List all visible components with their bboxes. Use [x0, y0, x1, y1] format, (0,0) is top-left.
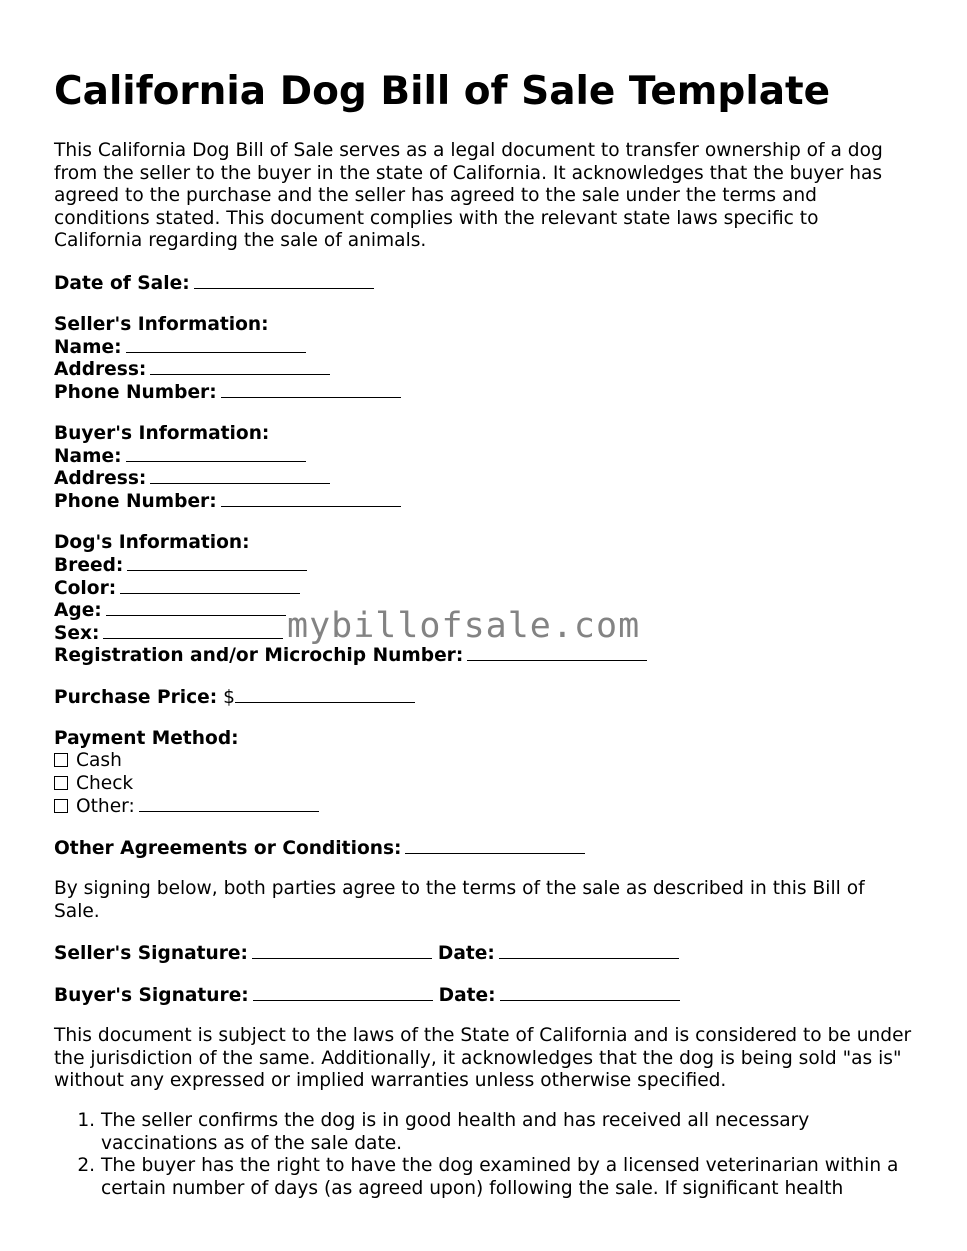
purchase-price-field[interactable] [235, 686, 415, 703]
buyer-address-label: Address: [54, 468, 147, 489]
seller-phone-field[interactable] [221, 381, 401, 398]
dog-sex-label: Sex: [54, 623, 100, 644]
buyer-name-row [54, 445, 306, 469]
buyer-name-label: Name: [54, 446, 122, 467]
page-title: California Dog Bill of Sale Template [54, 69, 831, 114]
buyer-phone-row [54, 490, 401, 514]
seller-name-label: Name: [54, 337, 122, 358]
intro-paragraph: This California Dog Bill of Sale serves as a legal document to transfer ownership of a dog from the seller to the buyer in the state of California. It acknowledges that the buyer has agreed to the purchase and the seller has agreed to the sale under the terms and conditions stated. This document complies with the relevant state laws specific to California regarding the sale of animals. [54, 140, 883, 252]
dog-age-label: Age: [54, 600, 102, 621]
buyer-signature-date-label: Date: [438, 985, 496, 1006]
buyer-address-row [54, 467, 330, 491]
seller-phone-label: Phone Number: [54, 382, 217, 403]
buyer-signature-label: Buyer's Signature: [54, 985, 249, 1006]
buyer-signature-field[interactable] [253, 984, 433, 1001]
seller-heading: Seller's Information: [54, 314, 269, 335]
dog-sex-field[interactable] [103, 622, 283, 639]
list-item: 1. The seller confirms the dog is in good health and has received all necessary vaccinations as of the sale date. [101, 1110, 912, 1155]
seller-signature-label: Seller's Signature: [54, 943, 248, 964]
dog-heading: Dog's Information: [54, 532, 250, 553]
buyer-heading: Buyer's Information: [54, 423, 270, 444]
payment-option-other[interactable] [54, 795, 319, 819]
dog-breed-field[interactable] [127, 554, 307, 571]
payment-option-cash[interactable] [54, 750, 122, 773]
dog-breed-label: Breed: [54, 555, 124, 576]
dog-age-row [54, 599, 286, 623]
seller-address-label: Address: [54, 359, 147, 380]
dog-registration-label: Registration and/or Microchip Number: [54, 645, 464, 666]
dog-color-row [54, 577, 300, 601]
buyer-phone-label: Phone Number: [54, 491, 217, 512]
purchase-price-label: Purchase Price: [54, 687, 218, 708]
payment-other-field[interactable] [139, 795, 319, 812]
purchase-price-row [54, 686, 415, 710]
payment-option-label: Other: [76, 796, 135, 817]
seller-address-field[interactable] [150, 358, 330, 375]
seller-phone-row [54, 381, 401, 405]
seller-signature-row [54, 942, 679, 966]
signing-statement: By signing below, both parties agree to the terms of the sale as described in this Bill of Sale. [54, 878, 865, 922]
other-agreements-row [54, 837, 585, 861]
dog-sex-row [54, 622, 283, 646]
dog-age-field[interactable] [106, 599, 286, 616]
seller-name-field[interactable] [126, 336, 306, 353]
seller-signature-date-field[interactable] [499, 942, 679, 959]
buyer-address-field[interactable] [150, 467, 330, 484]
dog-breed-row [54, 554, 307, 578]
terms-list [54, 1110, 912, 1200]
currency-symbol: $ [223, 687, 235, 708]
payment-heading: Payment Method: [54, 728, 239, 749]
other-agreements-field[interactable] [405, 837, 585, 854]
payment-option-check[interactable] [54, 773, 133, 796]
seller-signature-date-label: Date: [437, 943, 495, 964]
payment-option-label: Check [76, 773, 134, 794]
seller-address-row [54, 358, 330, 382]
dog-color-field[interactable] [120, 577, 300, 594]
buyer-phone-field[interactable] [221, 490, 401, 507]
jurisdiction-paragraph: This document is subject to the laws of the State of California and is considered to be under the jurisdiction of the same. Additionally, it acknowledges that the dog is being sold "as is" without any expressed or implied warranties unless otherwise specified. [54, 1025, 912, 1092]
buyer-signature-date-field[interactable] [500, 984, 680, 1001]
seller-name-row [54, 336, 306, 360]
watermark: mybillofsale.com [287, 606, 641, 646]
buyer-signature-row [54, 984, 680, 1008]
date-of-sale-row [54, 272, 374, 296]
seller-signature-field[interactable] [252, 942, 432, 959]
checkbox-icon[interactable] [54, 799, 68, 813]
dog-registration-row [54, 644, 647, 668]
buyer-name-field[interactable] [126, 445, 306, 462]
other-agreements-label: Other Agreements or Conditions: [54, 838, 402, 859]
date-of-sale-field[interactable] [194, 272, 374, 289]
list-item: 2. The buyer has the right to have the dog examined by a licensed veterinarian within a certain number of days (as agreed upon) following the sale. If significant health [101, 1155, 912, 1200]
dog-color-label: Color: [54, 578, 117, 599]
checkbox-icon[interactable] [54, 776, 68, 790]
date-of-sale-label: Date of Sale: [54, 273, 190, 294]
checkbox-icon[interactable] [54, 753, 68, 767]
payment-option-label: Cash [76, 750, 122, 771]
dog-registration-field[interactable] [467, 644, 647, 661]
